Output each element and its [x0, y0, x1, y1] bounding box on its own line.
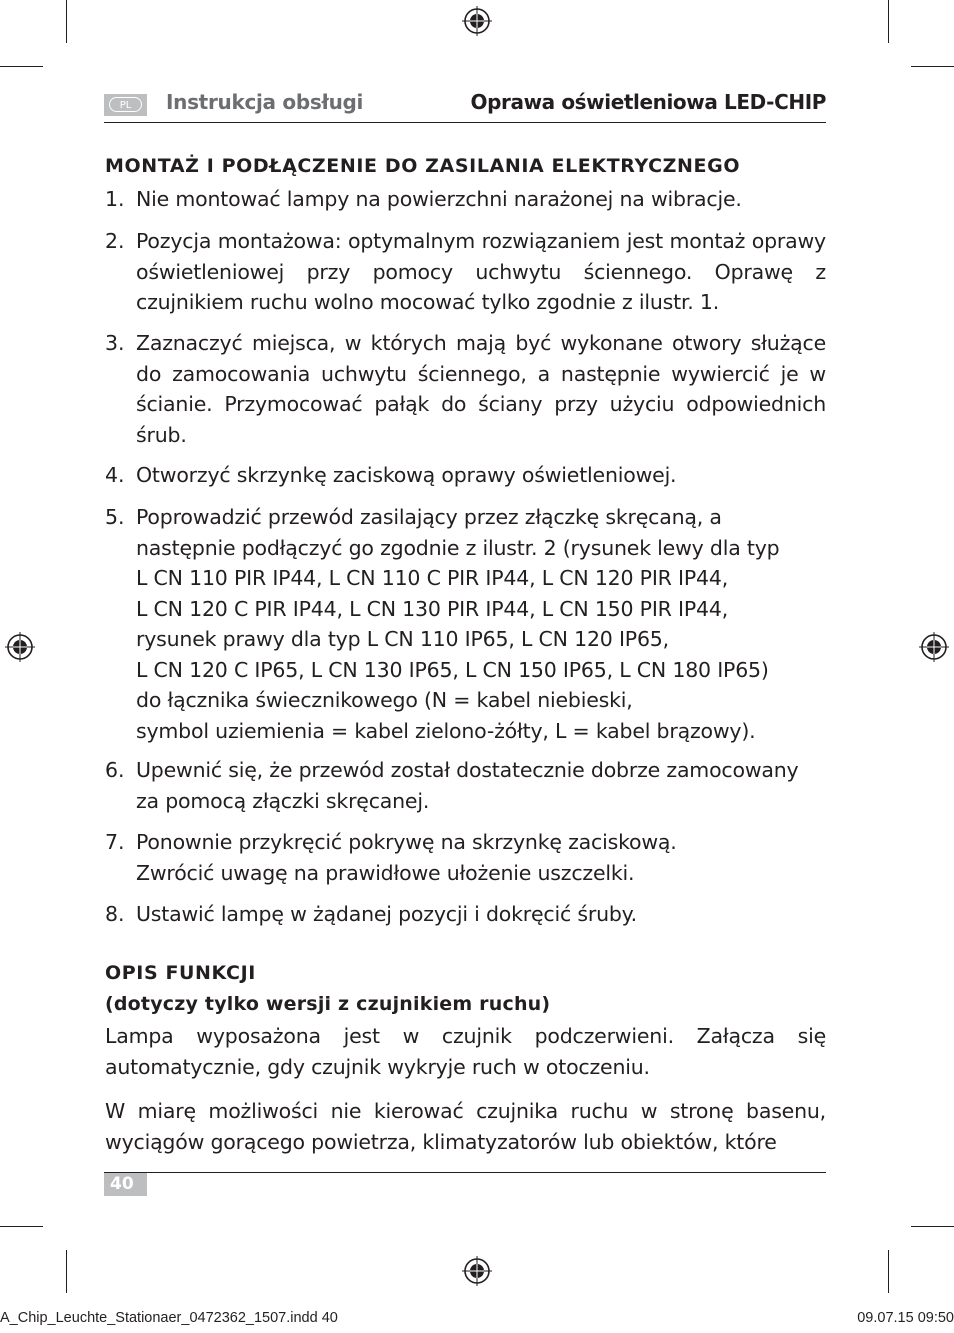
- list-item-text-line: Poprowadzić przewód zasilający przez złączkę skręcaną, a: [136, 505, 722, 529]
- list-item-number: 3.: [105, 331, 125, 355]
- list-item-number: 5.: [105, 505, 125, 529]
- list-item-number: 8.: [105, 902, 125, 926]
- crop-mark-icon: [0, 66, 43, 67]
- language-badge: [104, 94, 147, 116]
- crop-mark-icon: [911, 1226, 954, 1227]
- crop-mark-icon: [888, 0, 889, 43]
- registration-mark-icon: [462, 6, 492, 36]
- list-item-number: 6.: [105, 758, 125, 782]
- list-item-text: Nie montować lampy na powierzchni narażonej na wibracje.: [136, 187, 742, 211]
- paragraph: Lampa wyposażona jest w czujnik podczerwieni. Załącza się automatycznie, gdy czujnik wykryje ruch w otoczeniu.: [105, 1024, 826, 1079]
- section-heading-function: OPIS FUNKCJI: [105, 962, 256, 984]
- list-item-number: 7.: [105, 830, 125, 854]
- manual-title: Instrukcja obsługi: [166, 90, 364, 114]
- list-item-text-line: symbol uziemienia = kabel zielono-żółty, L = kabel brązowy).: [136, 718, 756, 743]
- page-header: [104, 88, 826, 123]
- crop-mark-icon: [0, 1226, 43, 1227]
- footer-rule: [104, 1172, 826, 1173]
- list-item-text-line: za pomocą złączki skręcanej.: [136, 788, 430, 813]
- list-item-number: 2.: [105, 229, 125, 253]
- section-heading-installation: MONTAŻ I PODŁĄCZENIE DO ZASILANIA ELEKTRYCZNEGO: [105, 155, 741, 177]
- crop-mark-icon: [911, 66, 954, 67]
- list-item-text: Pozycja montażowa: optymalnym rozwiązaniem jest montaż oprawy oświetleniowej przy pomocy uchwytu ściennego. Oprawę z czujnikiem ruchu wolno mocować tylko zgodnie z ilustr. 1.: [136, 229, 826, 314]
- crop-mark-icon: [66, 0, 67, 43]
- list-item-text-line: Ponownie przykręcić pokrywę na skrzynkę zaciskową.: [136, 830, 677, 854]
- list-item-text-line: L CN 120 C IP65, L CN 130 IP65, L CN 150 IP65, L CN 180 IP65): [136, 657, 769, 682]
- list-item-text-line: następnie podłączyć go zgodnie z ilustr. 2 (rysunek lewy dla typ: [136, 535, 780, 560]
- list-item-text: Ustawić lampę w żądanej pozycji i dokręcić śruby.: [136, 902, 637, 926]
- list-item-text-line: Upewnić się, że przewód został dostatecznie dobrze zamocowany: [136, 758, 799, 782]
- list-item-number: 1.: [105, 187, 125, 211]
- product-title: Oprawa oświetleniowa LED-CHIP: [470, 90, 826, 114]
- page-number: 40: [104, 1173, 147, 1196]
- list-item-text-line: rysunek prawy dla typ L CN 110 IP65, L CN 120 IP65,: [136, 627, 669, 651]
- crop-mark-icon: [888, 1250, 889, 1293]
- registration-mark-icon: [462, 1256, 492, 1286]
- list-item-text-line: do łącznika świecznikowego (N = kabel niebieski,: [136, 688, 633, 712]
- print-slug-date: 09.07.15 09:50: [857, 1310, 954, 1326]
- paragraph: W miarę możliwości nie kierować czujnika ruchu w stronę basenu, wyciągów gorącego powietrza, klimatyzatorów lub obiektów, które: [105, 1099, 826, 1154]
- list-item-text-line: L CN 120 C PIR IP44, L CN 130 PIR IP44, L CN 150 PIR IP44,: [136, 596, 729, 621]
- print-slug-filename: A_Chip_Leuchte_Stationaer_0472362_1507.indd 40: [0, 1310, 338, 1326]
- list-item-number: 4.: [105, 463, 125, 487]
- crop-mark-icon: [66, 1250, 67, 1293]
- language-badge-label: PL: [109, 97, 142, 112]
- list-item-text-line: Zwrócić uwagę na prawidłowe ułożenie uszczelki.: [136, 860, 635, 885]
- registration-mark-icon: [919, 632, 949, 662]
- section-subheading: (dotyczy tylko wersji z czujnikiem ruchu): [105, 993, 551, 1015]
- registration-mark-icon: [5, 632, 35, 662]
- list-item-text-line: L CN 110 PIR IP44, L CN 110 C PIR IP44, L CN 120 PIR IP44,: [136, 566, 729, 590]
- list-item-text: Otworzyć skrzynkę zaciskową oprawy oświetleniowej.: [136, 463, 677, 487]
- list-item-text: Zaznaczyć miejsca, w których mają być wykonane otwory służące do zamocowania uchwytu ściennego, a następnie wywiercić je w ścianie. Przymocować pałąk do ściany przy użyciu odpowiednich śrub.: [136, 331, 826, 447]
